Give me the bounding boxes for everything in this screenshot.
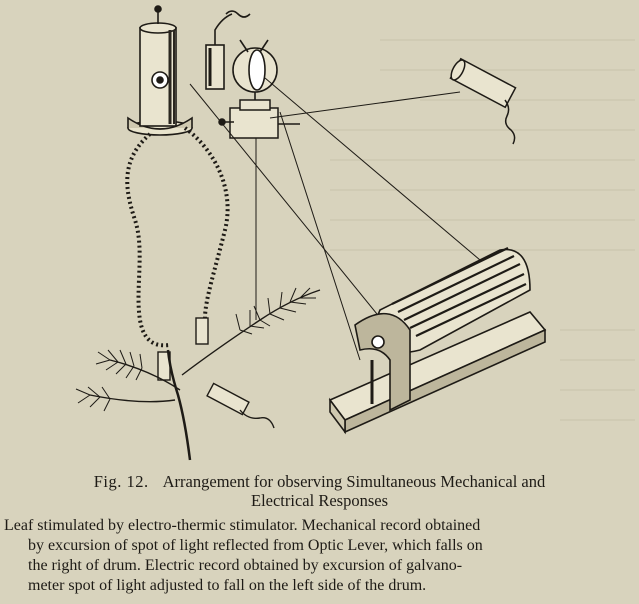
figure-label: Fig. 12. [93, 472, 149, 491]
figure-description [4, 516, 634, 596]
galvanometer [128, 6, 192, 135]
recording-drum [330, 248, 545, 432]
caption-line-1 [0, 472, 639, 491]
coiled-wire [127, 128, 227, 345]
figure-caption [0, 472, 639, 510]
description-line-3: the right of drum. Electric record obtained by excursion of galvano- [28, 557, 463, 574]
caption-title-part-2: Electrical Responses [251, 491, 388, 510]
description-line-2: by excursion of spot of light reflected from Optic Lever, which falls on [28, 537, 483, 554]
plant-illustration [76, 288, 320, 460]
description-line-4: meter spot of light adjusted to fall on the left side of the drum. [28, 577, 427, 594]
description-line-1: Leaf stimulated by electro-thermic stimulator. Mechanical record obtained [4, 517, 481, 534]
caption-title-part-1: Arrangement for observing Simultaneous Mechanical and [162, 472, 546, 491]
